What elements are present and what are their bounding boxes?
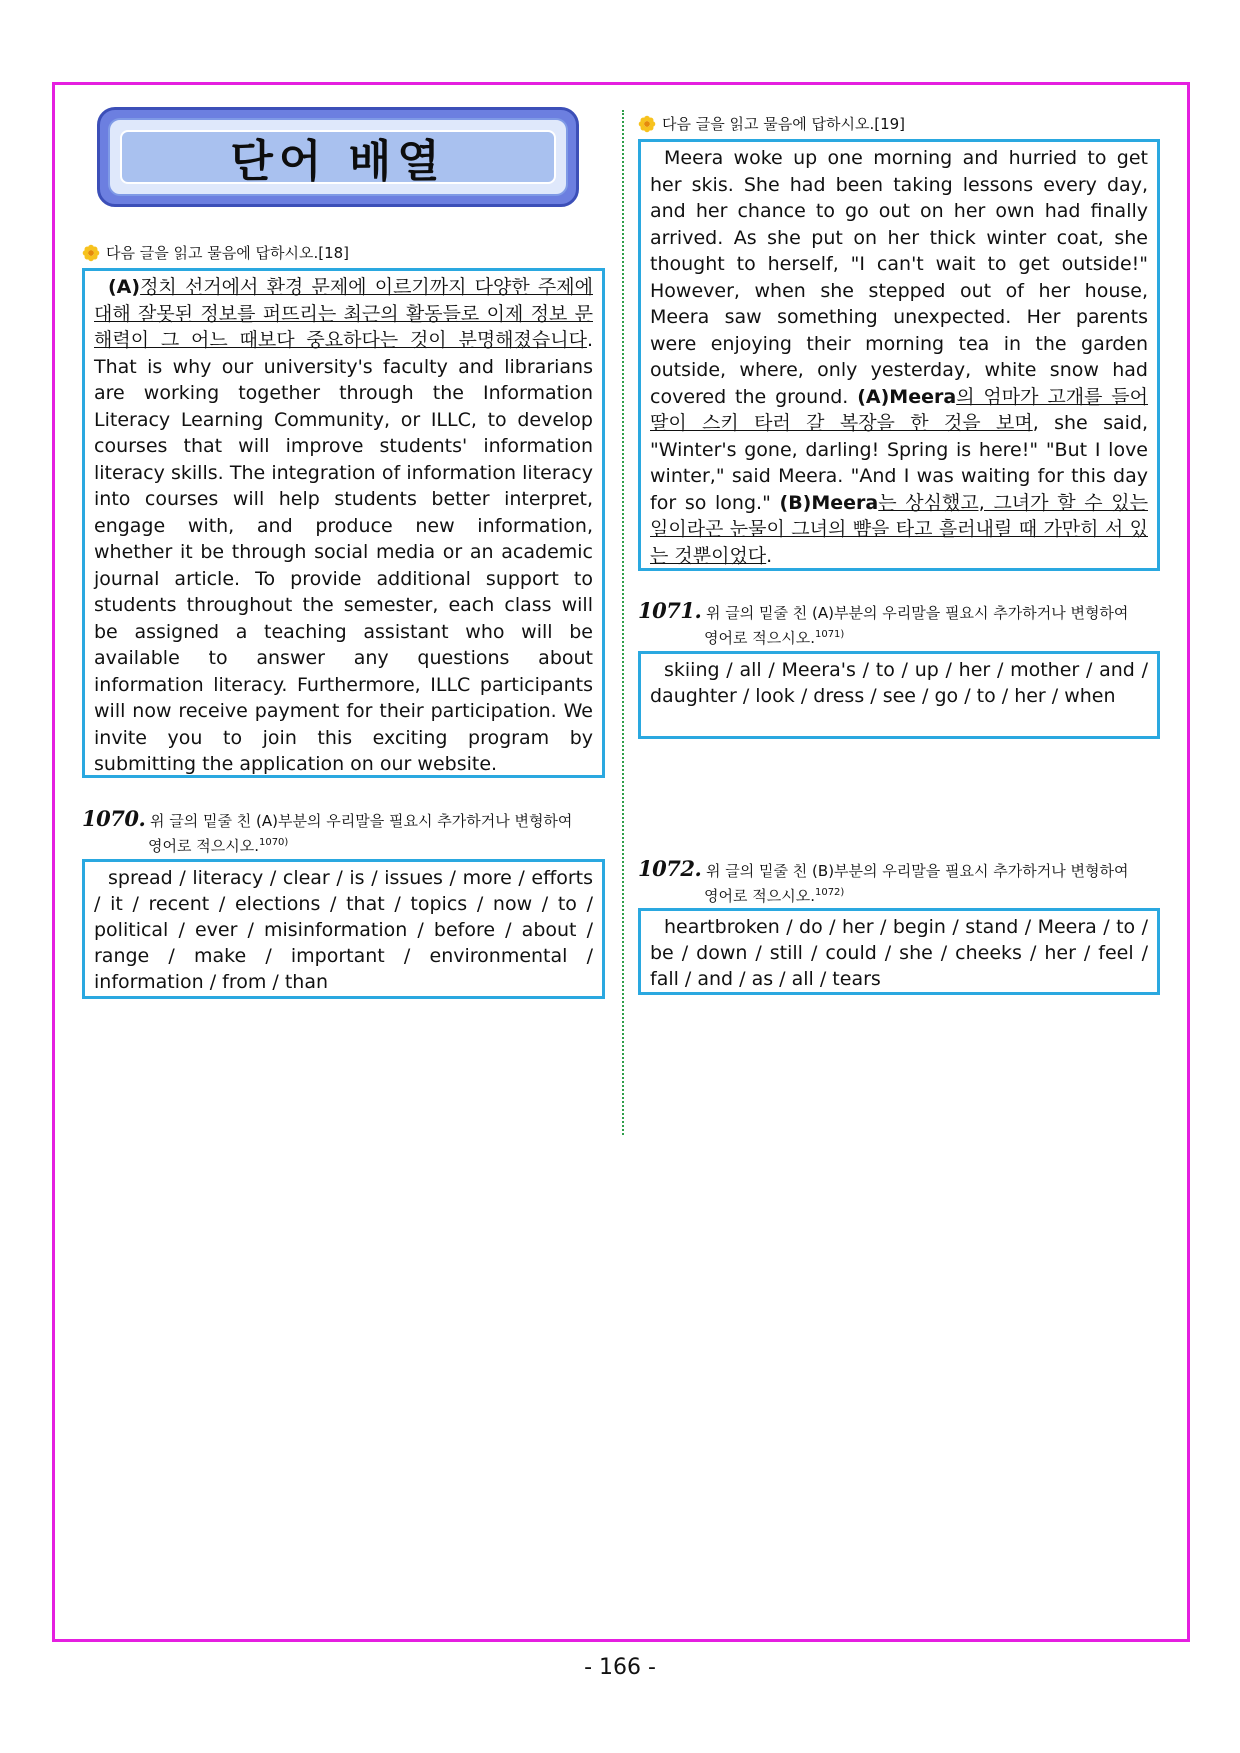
word-list: skiing / all / Meera's / to / up / her / mother / and / daughter / look / dress / see / go / to / her / when [650,659,1148,707]
question-number: 1071. [638,598,702,623]
word-bank-1070 [82,859,605,999]
passage-body-1: Meera woke up one morning and hurried to get her skis. She had been taking lessons every day, and her chance to go out on her own had finally arrived. As she put on her thick winter coat, she thought to herself, "I can't wait to get outside!" However, when she stepped out of her house, Meera saw something unexpected. Her parents were enjoying their morning tea in the garden outside, where, only yesterday, white snow had covered the ground. [650,147,1148,408]
page-number: - 166 - [584,1655,656,1680]
question-number: 1070. [82,806,146,831]
flower-icon [638,115,656,133]
passage-text [650,145,1148,569]
footnote-ref: 1070) [258,837,289,848]
question-text: 위 글의 밑줄 친 (A)부분의 우리말을 필요시 추가하거나 변형하여 [150,812,573,830]
question-text-line2: 영어로 적으시오. [704,887,815,905]
question-1072 [638,858,1128,907]
passage-end: . [766,544,773,567]
passage-box-left [82,268,605,778]
question-number: 1072. [638,856,702,881]
underlined-a: 의 엄마가 고개를 들어 딸이 스키 타러 갈 복장을 한 것을 보며 [650,385,1149,434]
underlined-b: 는 상심했고, 그녀가 할 수 있는 일이라곤 눈물이 그녀의 뺨을 타고 흘러내릴 때 가만히 서 있는 것뿐이었다 [650,491,1148,567]
flower-icon [82,244,100,262]
question-1070 [82,808,572,857]
passage-body-2: , she said, "Winter's gone, darling! Spring is here!" "But I love winter," said Meera. "And I was waiting for this day for so long." [650,412,1148,514]
passage-box-right [638,139,1160,571]
footnote-ref: 1072) [814,887,845,898]
question-1071 [638,600,1128,649]
instruction-text: 다음 글을 읽고 물음에 답하시오.[18] [106,244,350,262]
word-list: heartbroken / do / her / begin / stand / Meera / to / be / down / still / could / she / cheeks / her / feel / fall / and / as / all / tears [650,916,1148,990]
question-text-line2: 영어로 적으시오. [704,629,815,647]
instruction-right [638,113,905,134]
word-bank-1071 [638,651,1160,739]
word-bank-1072 [638,908,1160,995]
page-title: 단어 배열 [230,136,446,187]
question-text: 위 글의 밑줄 친 (B)부분의 우리말을 필요시 추가하거나 변형하여 [706,862,1129,880]
underlined-a: 정치 선거에서 환경 문제에 이르기까지 다양한 주제에 대해 잘못된 정보를 퍼뜨리는 최근의 활동들로 이제 정보 문해력이 그 어느 때보다 중요하다는 것이 분명해졌습니다 [94,276,593,351]
question-text-line2: 영어로 적으시오. [148,837,259,855]
question-text: 위 글의 밑줄 친 (A)부분의 우리말을 필요시 추가하거나 변형하여 [706,604,1129,622]
label-a: (A)Meera [857,385,957,408]
column-divider [622,110,624,1135]
word-list: spread / literacy / clear / is / issues / more / efforts / it / recent / elections / that / topics / now / to / political / ever / misinformation / before / about / range / make / important / environmental / information / from / than [94,867,593,993]
label-a: (A) [108,276,141,298]
title-badge [97,107,579,207]
passage-body: . That is why our university's faculty and librarians are working together through the Information Literacy Learning Community, or ILLC, to develop courses that will improve students' information literacy skills. The integration of information literacy into courses will help students better interpret, engage with, and produce new information, whether it be through social media or an academic journal article. To provide additional support to students throughout the semester, each class will be assigned a teaching assistant who will be available to answer any questions about information literacy. Furthermore, ILLC participants will now receive payment for their participation. We invite you to join this exciting program by submitting the application on our website. [94,329,593,775]
label-b: (B)Meera [779,491,879,514]
footnote-ref: 1071) [814,629,845,640]
instruction-left [82,242,349,263]
instruction-text: 다음 글을 읽고 물음에 답하시오.[19] [662,115,906,133]
passage-text [94,274,593,778]
